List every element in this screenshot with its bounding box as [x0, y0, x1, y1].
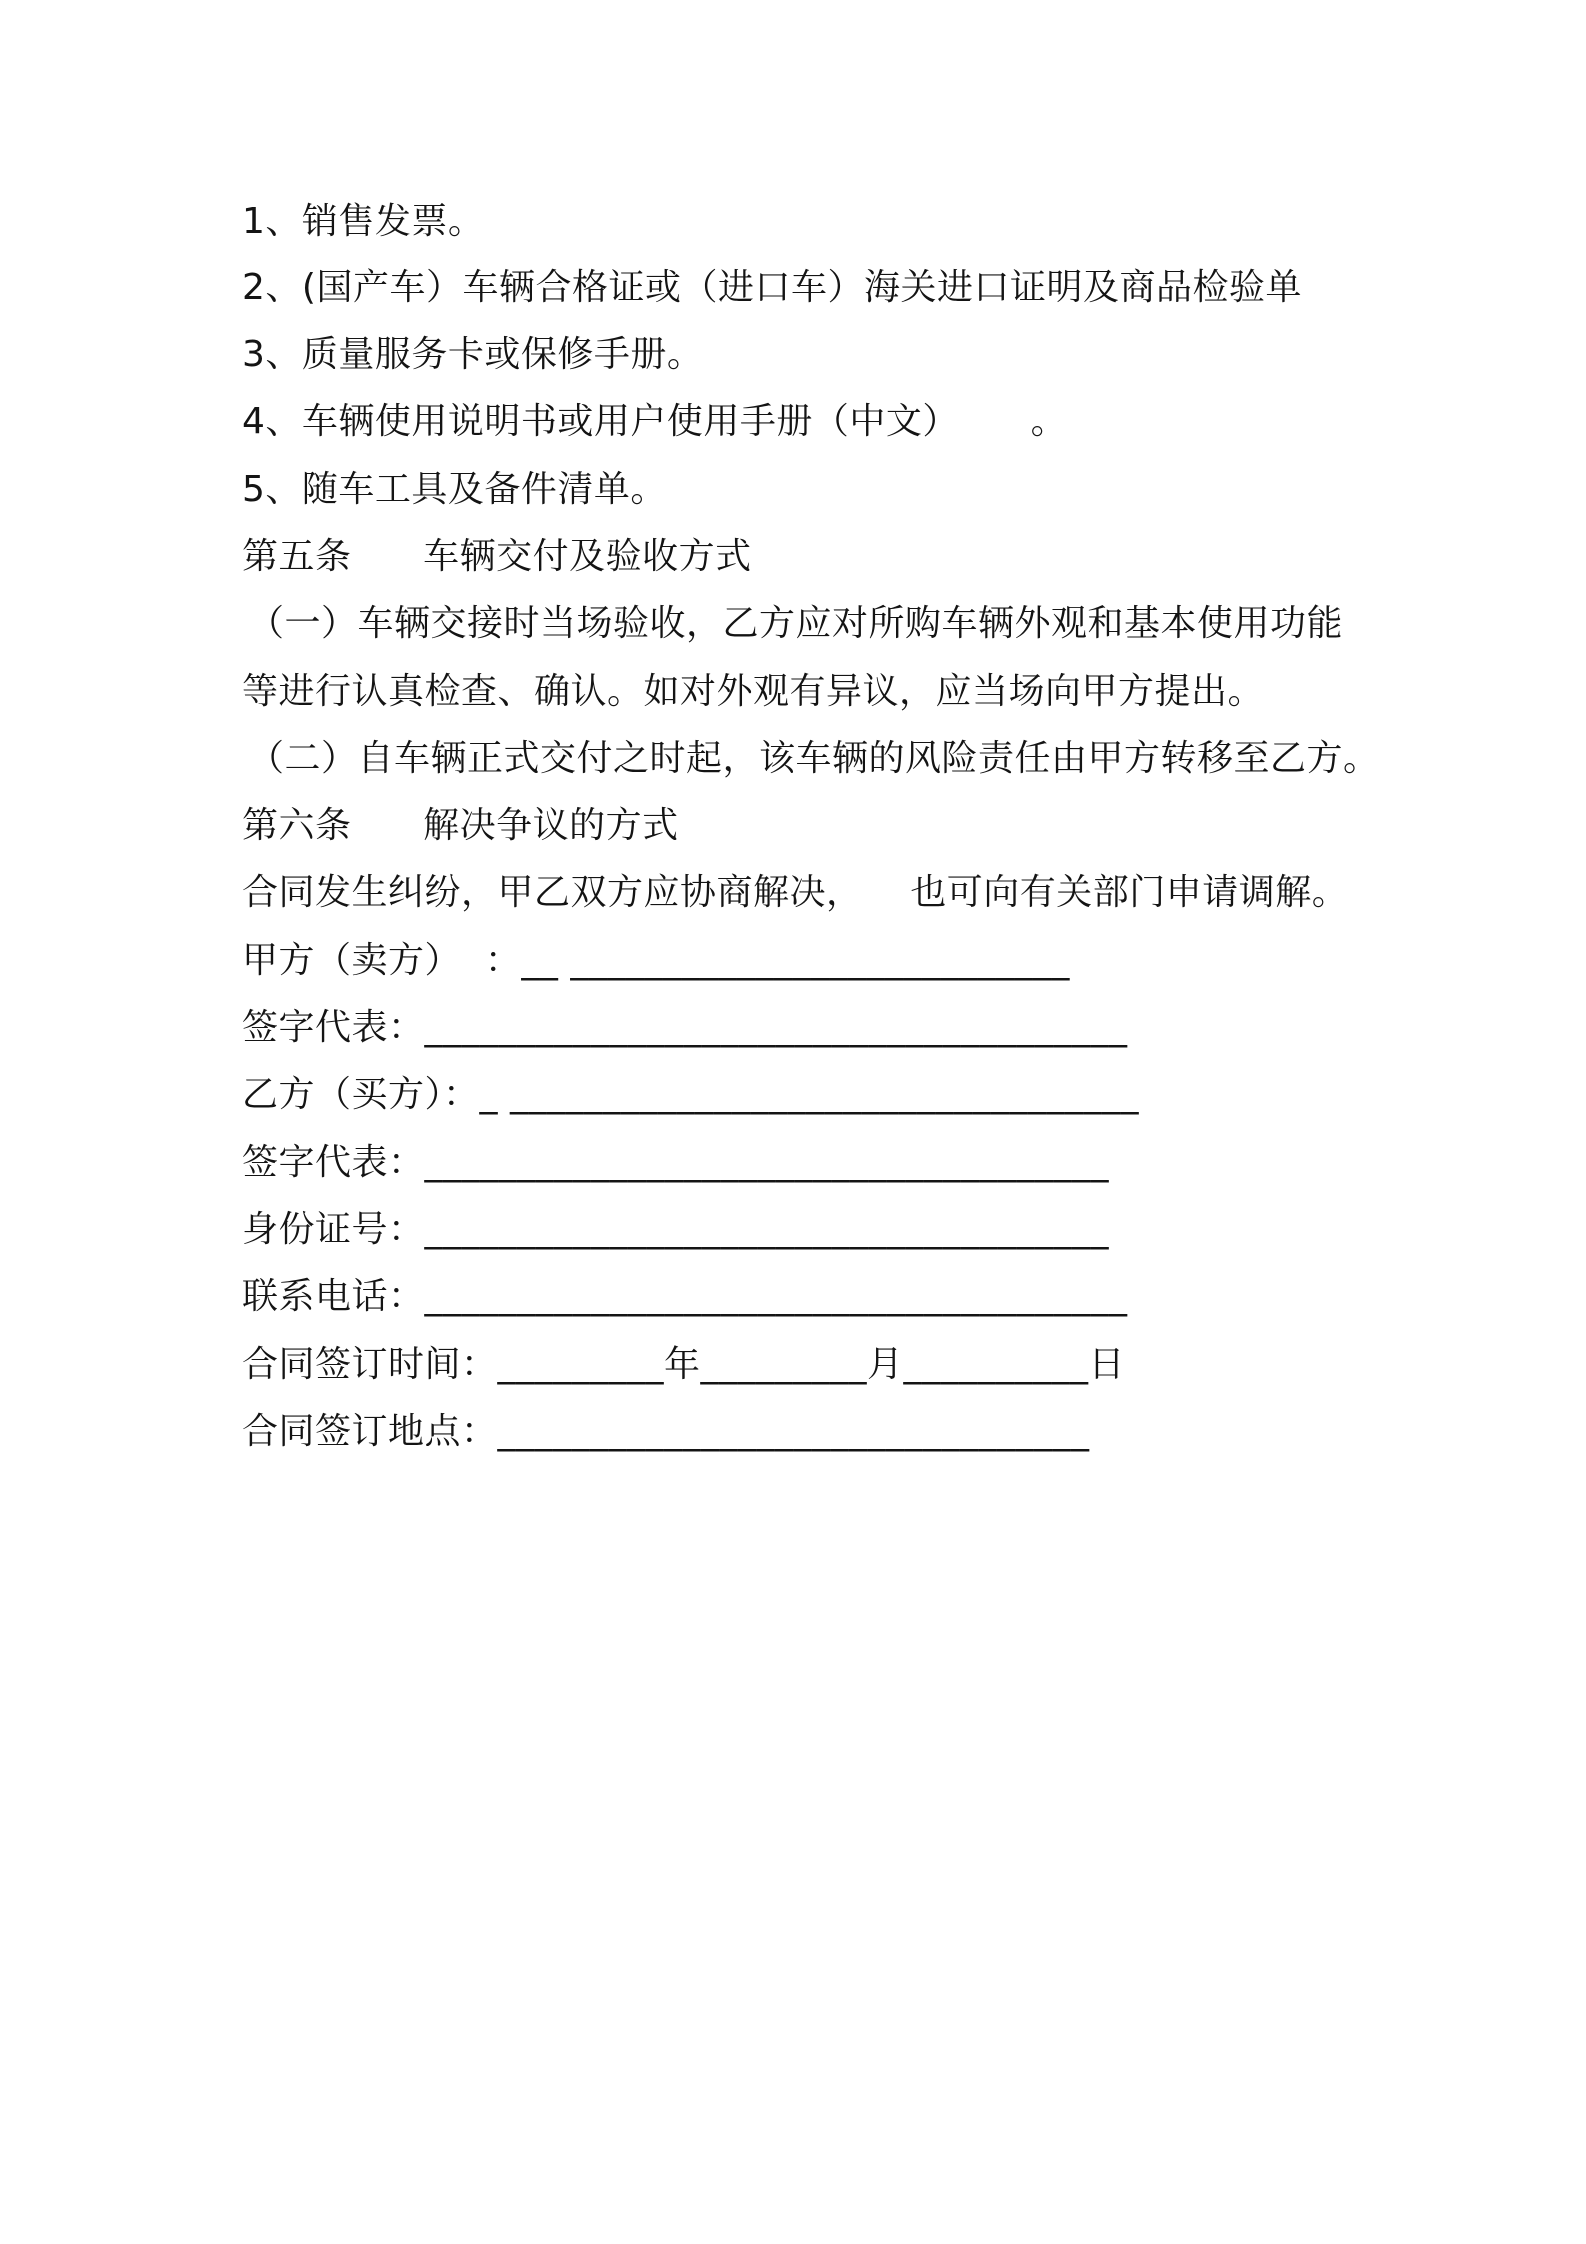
list-item-text: 4、车辆使用说明书或用户使用手册（中文） 。	[242, 401, 1068, 442]
field-text: 签字代表：_____________________________________	[242, 1142, 1110, 1183]
list-item-warranty-card	[242, 325, 703, 385]
phone-field	[242, 1267, 1128, 1327]
field-text: 联系电话：______________________________________	[242, 1276, 1128, 1317]
party-a-representative-field	[242, 998, 1128, 1058]
heading-text: 第五条 车辆交付及验收方式	[242, 536, 752, 577]
list-item-text: 5、随车工具及备件清单。	[242, 469, 667, 510]
paragraph-text: 等进行认真检查、确认。如对外观有异议，应当场向甲方提出。	[242, 671, 1265, 712]
field-text: 甲方（卖方） ：__ ___________________________	[242, 940, 1070, 981]
field-text: 合同签订时间：_________年_________月__________日	[242, 1344, 1126, 1385]
list-item-text: 1、销售发票。	[242, 201, 485, 242]
list-item-sales-invoice	[242, 192, 484, 252]
article-6-heading	[242, 796, 679, 856]
list-item-text: 2、(国产车）车辆合格证或（进口车）海关进口证明及商品检验单	[242, 267, 1302, 308]
field-text: 合同签订地点：________________________________	[242, 1411, 1090, 1452]
article-5-paragraph-1-line-1	[248, 594, 1343, 654]
paragraph-text: 合同发生纠纷，甲乙双方应协商解决， 也可向有关部门申请调解。	[242, 872, 1349, 913]
field-text: 身份证号：_____________________________________	[242, 1209, 1110, 1250]
sign-place-field	[242, 1402, 1090, 1462]
article-5-paragraph-2	[248, 729, 1380, 789]
id-number-field	[242, 1200, 1109, 1260]
field-text: 签字代表：______________________________________	[242, 1007, 1128, 1048]
sign-date-field	[242, 1335, 1125, 1395]
paragraph-text: （一）车辆交接时当场验收，乙方应对所购车辆外观和基本使用功能	[248, 603, 1344, 644]
list-item-user-manual	[242, 392, 1067, 452]
article-5-paragraph-1-line-2	[242, 662, 1264, 722]
article-6-body	[242, 863, 1348, 923]
party-b-representative-field	[242, 1133, 1109, 1193]
heading-text: 第六条 解决争议的方式	[242, 805, 679, 846]
party-b-field	[242, 1065, 1139, 1125]
paragraph-text: （二）自车辆正式交付之时起，该车辆的风险责任由甲方转移至乙方。	[248, 738, 1380, 779]
field-text: 乙方（买方）：_ __________________________________	[242, 1074, 1139, 1115]
article-5-heading	[242, 527, 752, 587]
party-a-field	[242, 931, 1070, 991]
list-item-certificate	[242, 258, 1302, 318]
list-item-text: 3、质量服务卡或保修手册。	[242, 334, 704, 375]
list-item-tools-list	[242, 460, 667, 520]
